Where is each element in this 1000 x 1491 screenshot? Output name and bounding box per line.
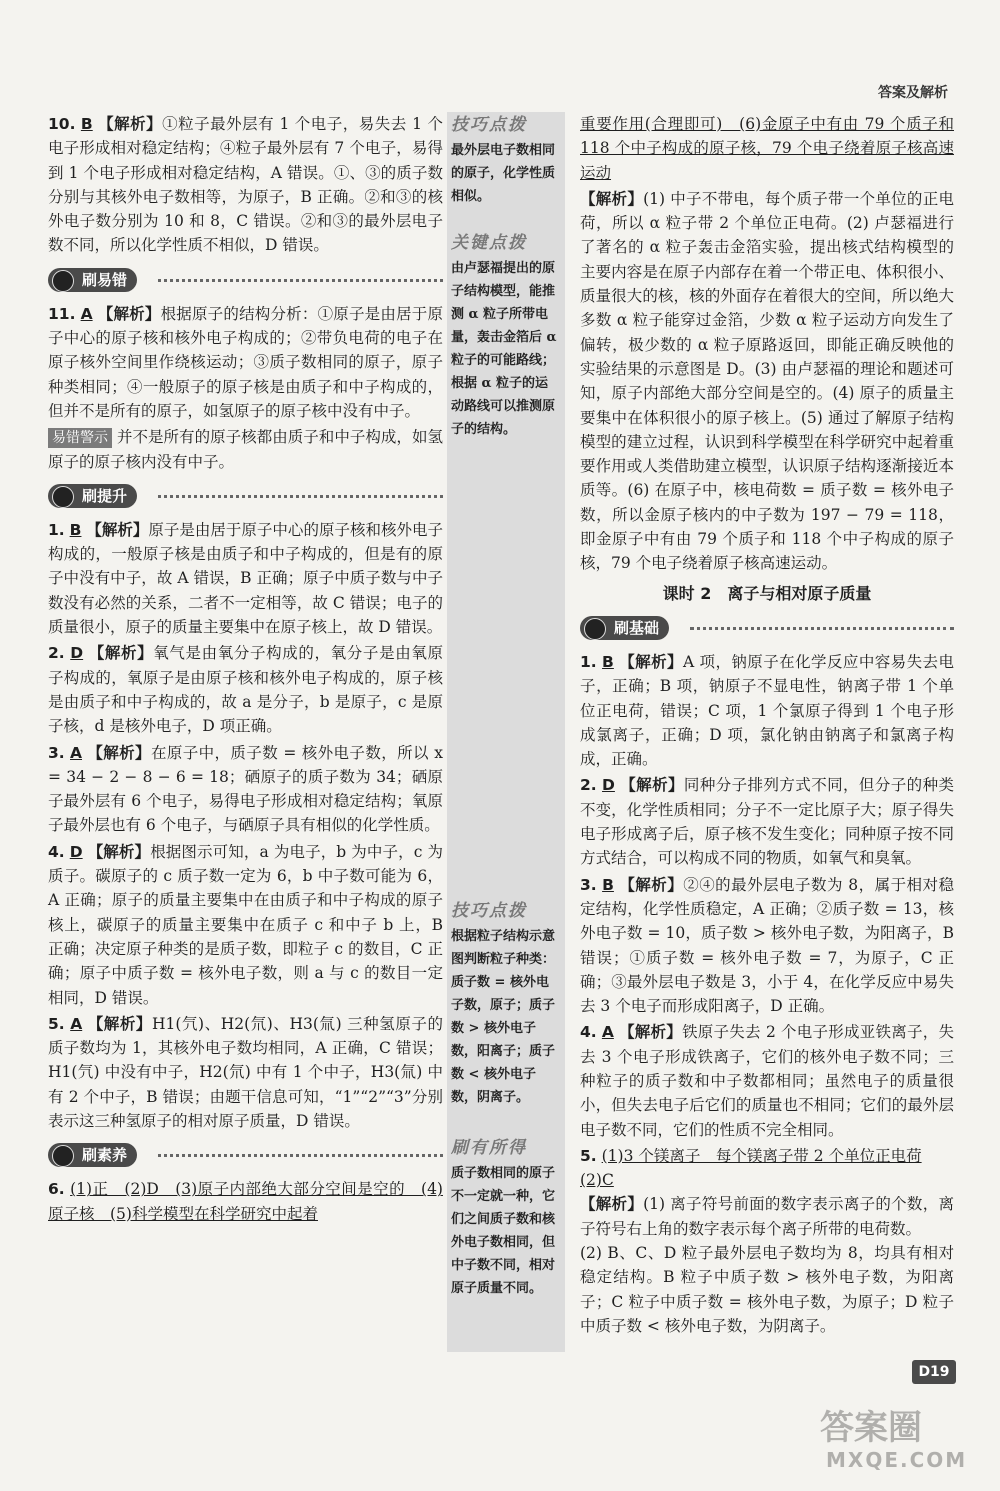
analysis-tag: 【解析】 <box>580 188 644 208</box>
item-text: ②④的最外层电子数为 8，属于相对稳定结构，化学性质稳定，A 正确；②质子数 = 13，核外电子数 = 10，质子数 > 核外电子数，为阳离子，B 错误；①质子数 = 核外电子数 = 7，为原子，C 正确；③最外层电子数是 3，小于 4，在化学反应中易失去 3 个电子而形成阳离子，D 正确。 <box>580 875 954 1016</box>
item-text-2: (2) B、C、D 粒子最外层电子数均为 8，均具有相对稳定结构。B 粒子中质子数 > 核外电子数，为阳离子；C 粒子中质子数 = 核外电子数，为原子；D 粒子中质子数 < 核外电子数，为阴离子。 <box>580 1244 954 1335</box>
answer-item-4 <box>48 840 443 1010</box>
book-icon <box>584 618 606 640</box>
tip-title: 刷有所得 <box>451 1138 527 1158</box>
analysis-tag: 【解析】 <box>98 114 163 133</box>
tip-box-3 <box>451 900 559 1109</box>
item-number: 6. <box>48 1180 65 1199</box>
item-answer: A <box>601 1023 614 1042</box>
tip-text: 最外层电子数相同的原子，化学性质相似。 <box>451 143 556 204</box>
item-answer: B <box>602 652 614 671</box>
item-answer: D <box>602 776 615 795</box>
warning-tag: 易错警示 <box>48 428 112 448</box>
answer-item-1 <box>48 518 443 639</box>
book-icon <box>52 1145 74 1167</box>
item-text: 根据图示可知，a 为电子，b 为中子，c 为质子。碳原子的 c 质子数一定为 6，b 中子数可能为 6，A 正确；原子的质量主要集中在由质子和中子构成的原子核上，碳原子的质量主要集中在质子 c 和中子 b 上，B 正确；决定原子种类的是质子数，即粒子 c 的数目，C 正确；原子中质子数 = 核外电子数，则 a 与 c 的数目一定相同，D 错误。 <box>48 842 443 1007</box>
answer-item-10 <box>48 112 443 258</box>
section-header-suyang <box>48 1141 443 1171</box>
section-title: 刷基础 <box>614 618 660 637</box>
answer-item-5 <box>48 1012 443 1133</box>
analysis-tag: 【解析】 <box>87 841 151 861</box>
item-text: 原子是由居于原子中心的原子核和核外电子构成的，一般原子核是由质子和中子构成的，但是有的原子中没有中子，故 A 错误，B 正确；原子中质子数与中子数没有必然的关系，二者不一定相等，故 C 错误；电子的质量很小，原子的质量主要集中在原子核上，故 D 错误。 <box>48 520 443 637</box>
error-warning <box>48 425 443 474</box>
tip-box-1 <box>451 114 559 208</box>
item-text: 氧气是由氧分子构成的，氧分子是由氧原子构成的，氧原子是由原子核和核外电子构成的，原子核是由质子和中子构成的，故 a 是分子，b 是原子，c 是原子核，d 是核外电子，D 项正确。 <box>48 644 443 736</box>
item-number: 2. <box>48 644 65 663</box>
section-pill <box>48 1143 137 1167</box>
dotted-divider <box>158 279 443 282</box>
analysis-tag: 【解析】 <box>619 651 683 671</box>
tip-title: 关键点拨 <box>451 233 527 253</box>
answer-item-r1 <box>580 650 954 771</box>
item-text: (1)正 (2)D (3)原子内部绝大部分空间是空的 (4)原子核 (5)科学模型在科学研究中起着 <box>48 1180 443 1223</box>
dotted-divider <box>158 495 443 498</box>
tip-box-4 <box>451 1137 559 1300</box>
analysis-tag: 【解析】 <box>87 1013 152 1033</box>
item-answer: B <box>602 875 614 894</box>
item-answer: A <box>70 743 83 762</box>
dotted-divider <box>690 627 954 630</box>
section-title: 刷易错 <box>82 270 128 289</box>
answer-item-r5 <box>580 1144 954 1338</box>
book-icon <box>52 270 74 292</box>
item-answer: A <box>70 1014 83 1033</box>
book-icon <box>52 486 74 508</box>
section-pill <box>580 616 669 640</box>
section-title: 刷素养 <box>82 1146 128 1165</box>
item-text-1: (1) 离子符号前面的数字表示离子的个数，离子符号右上角的数字表示每个离子所带的电荷数。 <box>580 1195 954 1238</box>
answer-item-2 <box>48 641 443 738</box>
item-number: 4. <box>48 842 65 861</box>
item-number: 1. <box>580 652 597 671</box>
tip-title: 技巧点拨 <box>451 115 527 135</box>
tip-text: 质子数相同的原子不一定就一种，它们之间质子数和核外电子数相同，但中子数不同，相对原子质量不同。 <box>451 1166 556 1296</box>
answer-item-r2 <box>580 773 954 870</box>
section-pill <box>48 484 137 508</box>
item-number: 3. <box>48 743 65 762</box>
page-number: D19 <box>912 1360 956 1384</box>
item-answer-2: (2)C <box>580 1171 614 1190</box>
analysis-tag: 【解析】 <box>620 775 684 795</box>
item-text: ①粒子最外层有 1 个电子，易失去 1 个电子形成相对稳定结构；④粒子最外层有 7 个电子，易得到 1 个电子形成相对稳定结构，A 错误。①、③的质子数分别与其核外电子数相等，为原子，B 正确。②和③的核外电子数分别为 10 和 8，C 错误。②和③的最外层电子数不同，所以化学性质不相似，D 错误。 <box>48 115 443 255</box>
item-text: 同种分子排列方式不同，但分子的种类不变，化学性质相同；分子不一定比原子大；原子得失电子形成离子后，原子核不发生变化；同种原子按不同方式结合，可以构成不同的物质，如氧气和臭氧。 <box>580 776 954 868</box>
section-pill <box>48 268 137 292</box>
item-number: 4. <box>580 1023 597 1042</box>
item-text: H1(氕)、H2(氘)、H3(氚) 三种氢原子的质子数均为 1，其核外电子数均相同，A 正确，C 错误；H1(氕) 中没有中子，H2(氘) 中有 1 个中子，H3(氚) 中有 2 个中子，B 错误；由题干信息可知，“1”“2”“3”分别表示这三种氢原子的相对原子质量，D 错误。 <box>48 1014 443 1130</box>
analysis-tag: 【解析】 <box>88 643 154 663</box>
item-number: 10. <box>48 115 76 133</box>
tip-title: 技巧点拨 <box>451 901 527 921</box>
item-number: 11. <box>48 304 76 323</box>
answer-item-11 <box>48 302 443 423</box>
item-number: 5. <box>48 1014 65 1033</box>
answer-item-6-continued: 重要作用(合理即可) (6)金原子中有由 79 个质子和 118 个中子构成的原子核，79 个电子绕着原子核高速运动 <box>580 115 954 182</box>
watermark-logo: 答案圈 <box>820 1408 922 1448</box>
item-text: A 项，钠原子在化学反应中容易失去电子，正确；B 项，钠原子不显电性，钠离子带 1 个单位正电荷，错误；C 项，1 个氯原子得到 1 个电子形成氯离子，正确；D 项，氯化钠由钠离子和氯离子构成，正确。 <box>580 652 954 769</box>
header-label: 答案及解析 <box>878 85 948 101</box>
left-column <box>48 112 443 1228</box>
tip-text: 根据粒子结构示意图判断粒子种类：质子数 = 核外电子数，原子；质子数 > 核外电子数，阳离子；质子数 < 核外电子数，阴离子。 <box>451 929 556 1105</box>
analysis-tag: 【解析】 <box>580 1194 644 1214</box>
item-number: 1. <box>48 520 65 539</box>
analysis-tag: 【解析】 <box>87 742 151 762</box>
analysis-tag: 【解析】 <box>619 874 684 894</box>
answer-item-6-analysis <box>580 187 954 576</box>
analysis-tag: 【解析】 <box>619 1022 683 1042</box>
analysis-tag: 【解析】 <box>86 519 149 539</box>
analysis-tag: 【解析】 <box>97 303 161 323</box>
item-answer-1: (1)3 个镁离子 每个镁离子带 2 个单位正电荷 <box>601 1146 922 1165</box>
section-header-jichu <box>580 614 954 644</box>
tip-text: 由卢瑟福提出的原子结构模型，能推测 α 粒子所带电量，轰击金箔后 α 粒子的可能路线；根据 α 粒子的运动路线可以推测原子的结构。 <box>451 261 557 437</box>
item-text: 铁原子失去 2 个电子形成亚铁离子，失去 3 个电子形成铁离子，它们的核外电子数不同；三种粒子的质子数和中子数都相同；虽然电子的质量很小，但失去电子后它们的质量也不相同；它们的最外层电子数不同，它们的性质不完全相同。 <box>580 1023 954 1139</box>
item-number: 2. <box>580 776 597 795</box>
answer-item-r3 <box>580 873 954 1019</box>
right-column <box>580 112 954 1340</box>
section-header-tisheng <box>48 482 443 512</box>
item-text: (1) 中子不带电，每个质子带一个单位的正电荷，所以 α 粒子带 2 个单位正电荷。(2) 卢瑟福进行了著名的 α 粒子轰击金箔实验，提出核式结构模型的主要内容是在原子内部存在着一个带正电、体积很小、质量很大的核，核的外面存在着很大的空间，所以绝大多数 α 粒子能穿过金箔，少数 α 粒子运动方向发生了偏转，极少数的 α 粒子原路返回，即能正确反映他的实验结果的示意图是 D。(3) 由卢瑟福的理论和题述可知，原子内部绝大部分空间是空的。(4) 原子的质量主要集中在体积很小的原子核上。(5) 通过了解原子结构模型的建立过程，认识到科学模型在科学研究中起着重要作用或人类借助建立模型，认识原子结构逐渐接近本质等。(6) 在原子中，核电荷数 = 质子数 = 核外电子数，所以金原子核内的中子数为 197 − 79 = 118，即金原子中有由 79 个质子和 118 个中子构成的原子核，79 个电子绕着原子核高速运动。 <box>580 189 954 573</box>
watermark-url: MXQE.COM <box>826 1448 968 1472</box>
item-answer: A <box>80 304 93 323</box>
section-header-yicuo <box>48 266 443 296</box>
item-text: 在原子中，质子数 = 核外电子数，所以 x = 34 − 2 − 8 − 6 = 18；硒原子的质子数为 34；硒原子最外层有 6 个电子，易得电子形成相对稳定结构；氧原子最外层也有 6 个电子，与硒原子具有相似的化学性质。 <box>48 743 443 835</box>
answer-item-6 <box>48 1177 443 1226</box>
answer-item-r4 <box>580 1020 954 1141</box>
item-number: 5. <box>580 1146 597 1165</box>
item-answer: D <box>70 644 84 663</box>
item-answer: B <box>69 520 82 539</box>
warning-text: 并不是所有的原子核都由质子和中子构成，如氢原子的原子核内没有中子。 <box>48 428 443 471</box>
item-number: 3. <box>580 875 597 894</box>
tip-box-2 <box>451 232 559 441</box>
item-text: 根据原子的结构分析：①原子是由居于原子中心的原子核和核外电子构成的；②带负电荷的电子在原子核外空间里作绕核运动；③质子数相同的原子，原子种类相同；④一般原子的原子核是由质子和中子构成的，但并不是所有的原子，如氢原子的原子核中没有中子。 <box>48 304 443 420</box>
lesson-title: 课时 2 离子与相对原子质量 <box>662 583 872 603</box>
section-title: 刷提升 <box>82 486 128 505</box>
tips-sidebar <box>447 112 565 1352</box>
dotted-divider <box>158 1154 443 1157</box>
item-answer: D <box>69 842 83 861</box>
item-answer: B <box>80 115 93 133</box>
answer-item-3 <box>48 741 443 838</box>
